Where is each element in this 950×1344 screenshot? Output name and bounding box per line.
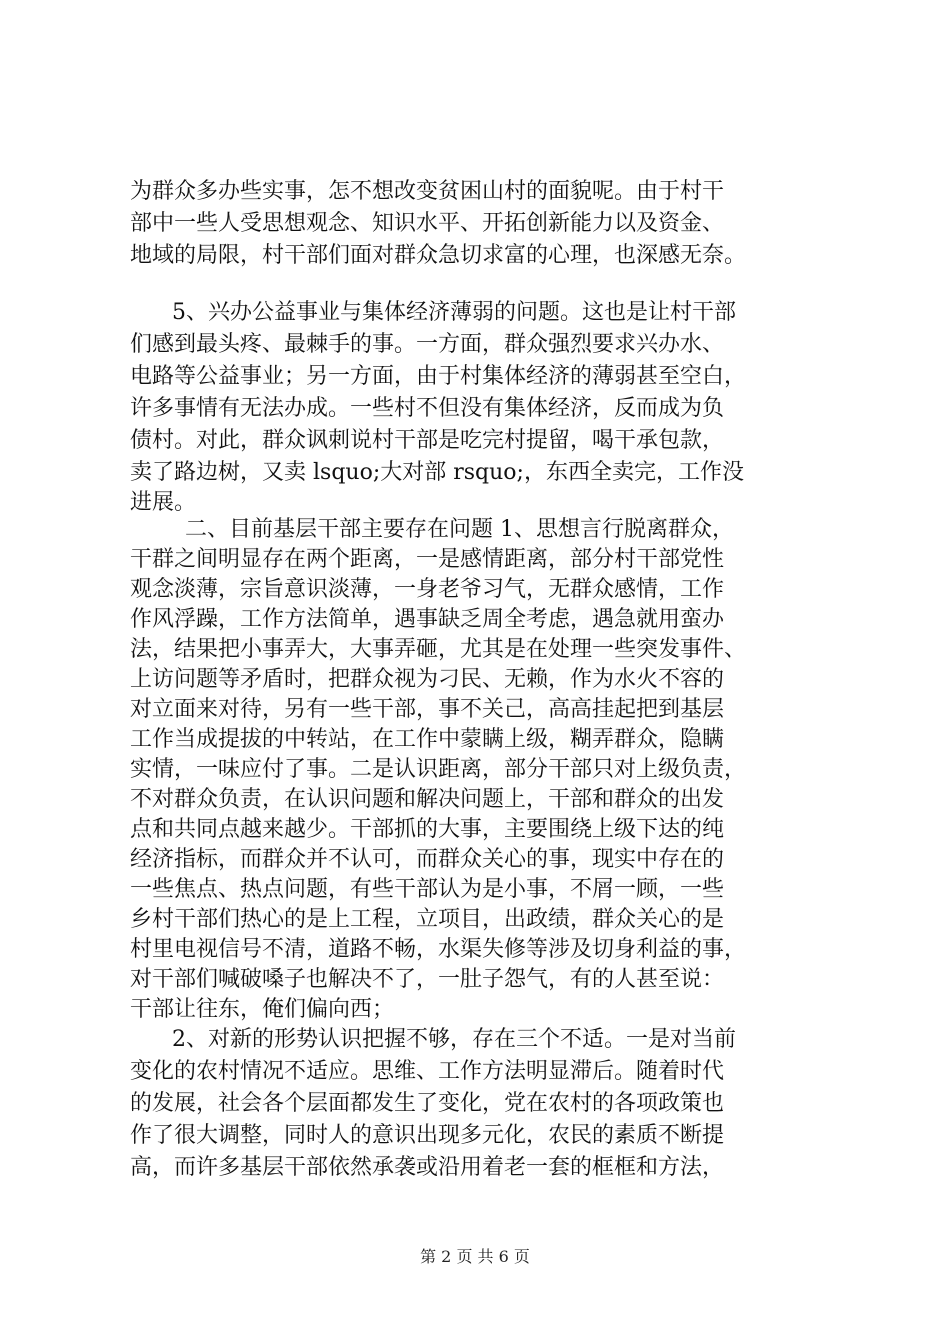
page-footer bbox=[0, 1244, 950, 1267]
text-line: 村里电视信号不清，道路不畅，水渠失修等涉及切身利益的事， bbox=[130, 937, 747, 962]
text-line: 法，结果把小事弄大，大事弄砸，尤其是在处理一些突发事件、 bbox=[130, 637, 747, 662]
text-line: 对立面来对待，另有一些干部，事不关己，高高挂起把到基层 bbox=[130, 697, 725, 722]
text-line: 观念淡薄，宗旨意识淡薄，一身老爷习气，无群众感情，工作 bbox=[130, 577, 725, 602]
text-line: 不对群众负责，在认识问题和解决问题上，干部和群众的出发 bbox=[130, 787, 725, 812]
text-line: 乡村干部们热心的是上工程，立项目，出政绩，群众关心的是 bbox=[130, 907, 725, 932]
text-line: 对干部们喊破嗓子也解决不了，一肚子怨气，有的人甚至说： bbox=[130, 967, 725, 992]
text-line: 变化的农村情况不适应。思维、工作方法明显滞后。随着时代 bbox=[130, 1059, 725, 1084]
text-line: 部中一些人受思想观念、知识水平、开拓创新能力以及资金、 bbox=[130, 211, 725, 236]
text-line: 作了很大调整，同时人的意识出现多元化，农民的素质不断提 bbox=[130, 1123, 725, 1148]
text-line: 作风浮躁，工作方法简单，遇事缺乏周全考虑，遇急就用蛮办 bbox=[130, 607, 725, 632]
text-line: 工作当成提拔的中转站，在工作中蒙瞒上级，糊弄群众，隐瞒 bbox=[130, 727, 725, 752]
text-line: 一些焦点、热点问题，有些干部认为是小事，不屑一顾，一些 bbox=[130, 877, 725, 902]
text-line: 实情，一味应付了事。二是认识距离，部分干部只对上级负责， bbox=[130, 757, 747, 782]
text-line: 地域的局限，村干部们面对群众急切求富的心理，也深感无奈。 bbox=[130, 243, 747, 268]
text-line: 干群之间明显存在两个距离，一是感情距离，部分村干部党性 bbox=[130, 547, 725, 572]
text-line: 2、对新的形势认识把握不够，存在三个不适。一是对当前 bbox=[172, 1027, 736, 1052]
text-line: 经济指标，而群众并不认可，而群众关心的事，现实中存在的 bbox=[130, 847, 725, 872]
text-line: 许多事情有无法办成。一些村不但没有集体经济，反而成为负 bbox=[130, 396, 725, 421]
text-line: 进展。 bbox=[130, 490, 197, 515]
text-line: 电路等公益事业；另一方面，由于村集体经济的薄弱甚至空白， bbox=[130, 364, 747, 389]
text-line: 二、目前基层干部主要存在问题 1、思想言行脱离群众， bbox=[185, 517, 734, 542]
text-line: 卖了路边树，又卖 lsquo;大对部 rsquo;，东西全卖完，工作没 bbox=[130, 460, 744, 485]
text-line: 点和共同点越来越少。干部抓的大事，主要围绕上级下达的纯 bbox=[130, 817, 725, 842]
text-line: 高，而许多基层干部依然承袭或沿用着老一套的框框和方法， bbox=[130, 1155, 725, 1180]
text-line: 为群众多办些实事，怎不想改变贫困山村的面貌呢。由于村干 bbox=[130, 179, 725, 204]
text-line: 上访问题等矛盾时，把群众视为刁民、无赖，作为水火不容的 bbox=[130, 667, 725, 692]
text-line: 债村。对此，群众讽刺说村干部是吃完村提留，喝干承包款， bbox=[130, 428, 725, 453]
text-line: 的发展，社会各个层面都发生了变化，党在农村的各项政策也 bbox=[130, 1091, 725, 1116]
text-line: 干部让往东，俺们偏向西； bbox=[130, 997, 395, 1022]
text-line: 们感到最头疼、最棘手的事。一方面，群众强烈要求兴办水、 bbox=[130, 332, 725, 357]
text-line: 5、兴办公益事业与集体经济薄弱的问题。这也是让村干部 bbox=[172, 300, 736, 325]
page-indicator: 第 2 页 共 6 页 bbox=[420, 1247, 530, 1266]
